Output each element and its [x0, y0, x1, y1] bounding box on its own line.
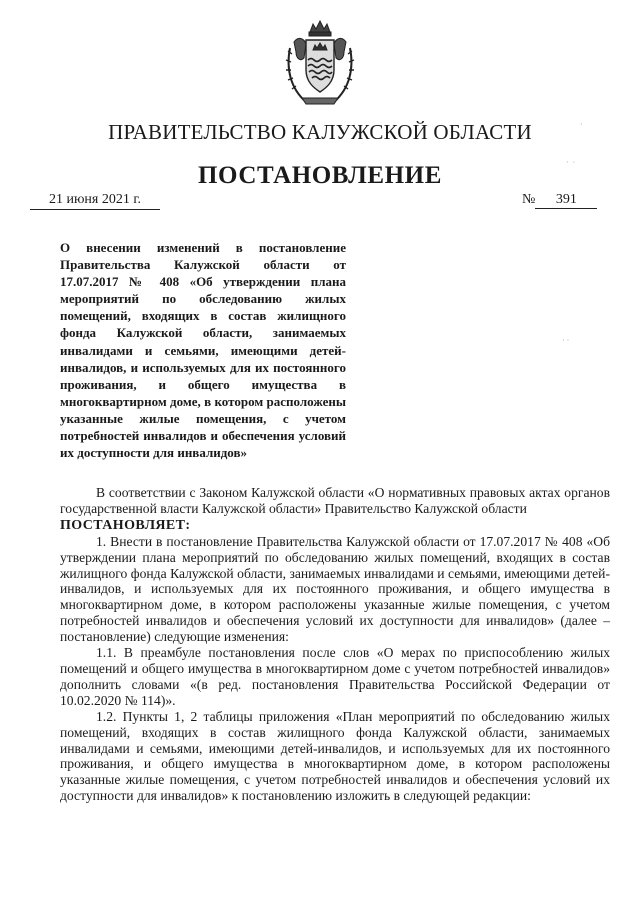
scan-speck: · ·: [562, 336, 570, 345]
document-subject: О внесении изменений в постановление Правительства Калужской области от 17.07.2017 № 408 «Об утверждении плана мероприятий по обследованию жилых помещений, входящих в состав жилищного фонда Калужской области, занимаемых инвалидами и семьями, имеющими детей-инвалидов, и используемых для их постоянного проживания, и общего имущества в многоквартирном доме, в котором расположены указанные жилые помещения, с учетом потребностей инвалидов и обеспечения условий их доступности для инвалидов»: [60, 240, 346, 461]
scan-speck: ·: [580, 120, 583, 129]
paragraph-1-1: 1.1. В преамбуле постановления после слов «О мерах по приспособлению жилых помещений и общего имущества в многоквартирном доме с учетом потребностей инвалидов» дополнить словами «(в ред. постановления Правительства Российской Федерации от 10.02.2020 № 114)».: [60, 645, 610, 708]
government-title: ПРАВИТЕЛЬСТВО КАЛУЖСКОЙ ОБЛАСТИ: [108, 120, 532, 144]
number-sign: №: [522, 192, 536, 207]
document-body: [60, 485, 610, 804]
paragraph-1: 1. Внести в постановление Правительства Калужской области от 17.07.2017 № 408 «Об утверждении плана мероприятий по обследованию жилых помещений, входящих в состав жилищного фонда Калужской области, занимаемых инвалидами и семьями, имеющими детей-инвалидов, и используемых для их постоянного проживания, и общего имущества в многоквартирном доме, в котором расположены указанные жилые помещения, с учетом потребностей инвалидов и обеспечения условий их доступности для инвалидов» (далее – постановление) следующие изменения:: [60, 533, 610, 645]
coat-of-arms-icon: [282, 18, 358, 108]
document-number: 391: [535, 192, 597, 209]
document-type-title: ПОСТАНОВЛЕНИЕ: [197, 162, 443, 189]
scan-speck: · ·: [566, 158, 576, 167]
document-date: 21 июня 2021 г.: [30, 192, 160, 210]
document-number-block: [522, 192, 597, 209]
preamble-paragraph: В соответствии с Законом Калужской области «О нормативных правовых актах органов государственной власти Калужской области» Правительство Калужской области: [60, 485, 610, 516]
decides-keyword: ПОСТАНОВЛЯЕТ:: [60, 517, 191, 533]
paragraph-1-2: 1.2. Пункты 1, 2 таблицы приложения «План мероприятий по обследованию жилых помещений, входящих в состав жилищного фонда Калужской области, занимаемых инвалидами и семьями, имеющими детей-инвалидов, и используемых для их постоянного проживания, и общего имущества в многоквартирном доме, в котором расположены указанные жилые помещения, с учетом потребностей инвалидов и обеспечения условий их доступности для инвалидов» к постановлению изложить в следующей редакции:: [60, 708, 610, 804]
decides-line: [60, 517, 610, 534]
